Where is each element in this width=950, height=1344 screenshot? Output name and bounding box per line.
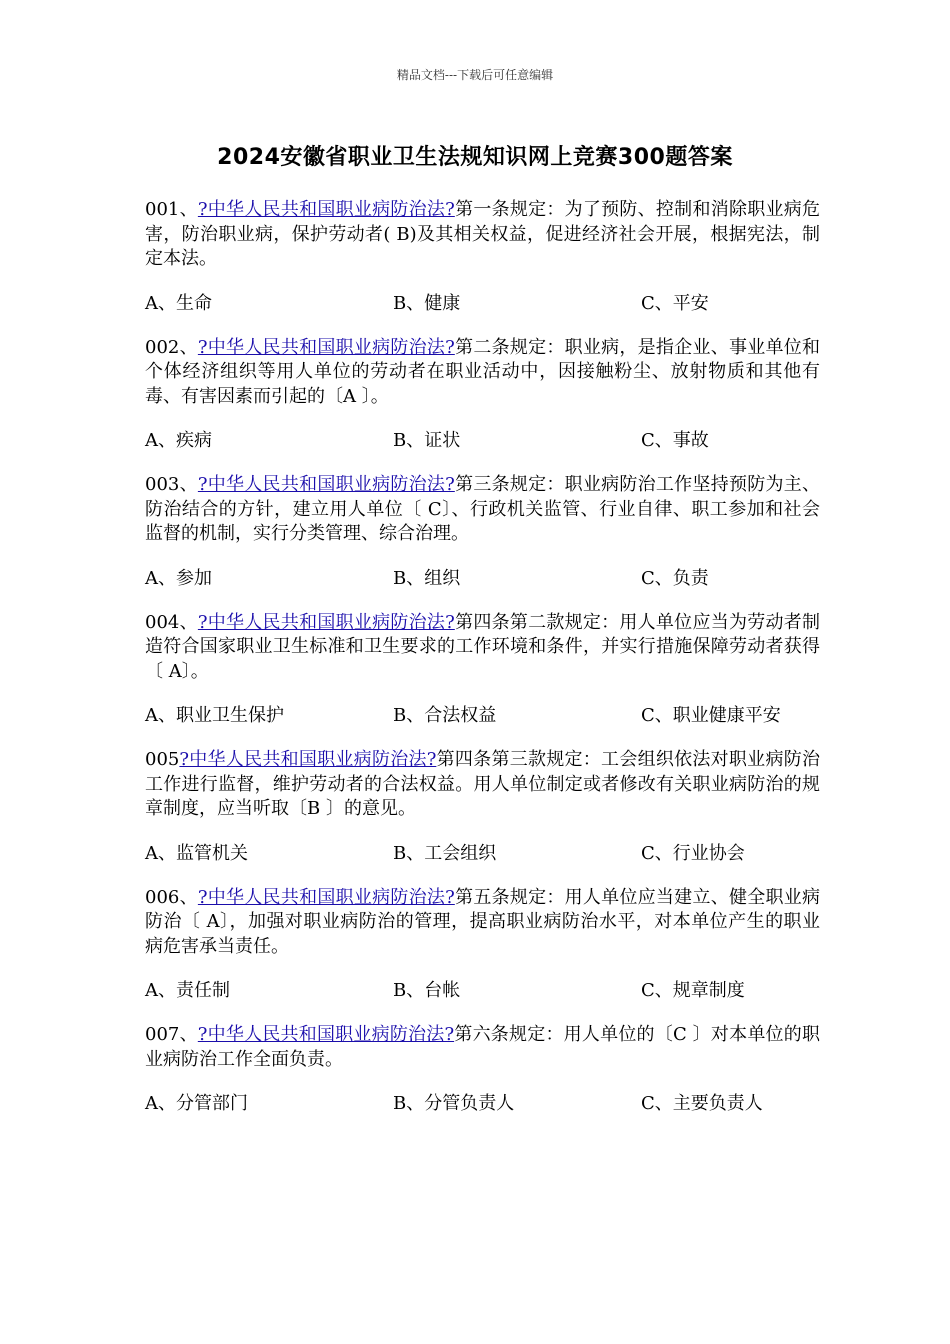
option-c: C、规章制度	[641, 980, 745, 1001]
option-b: B、证状	[393, 430, 461, 451]
question-number: 004、	[145, 611, 198, 633]
law-link[interactable]: ?中华人民共和国职业病防治法?	[197, 611, 455, 633]
question-text	[145, 473, 820, 547]
question-number: 006、	[145, 886, 198, 908]
option-b: B、分管负责人	[393, 1093, 515, 1114]
option-b: B、工会组织	[393, 842, 497, 864]
option-a: A、分管部门	[145, 1093, 248, 1114]
law-link[interactable]: ?中华人民共和国职业病防治法?	[197, 474, 455, 495]
question-number: 002、	[145, 336, 198, 358]
question-number: 007、	[145, 1024, 198, 1045]
law-link[interactable]: ?中华人民共和国职业病防治法?	[197, 886, 455, 908]
question-body: 第三条规定：职业病防治工作坚持预防为主、防治结合的方针，建立用人单位〔 C〕、行政机关监管、行业自律、职工参加和社会监督的机制，实行分类管理、综合治理。	[145, 474, 820, 544]
answer-options	[145, 704, 820, 728]
option-a: A、责任制	[145, 980, 230, 1001]
question-body: 第六条规定：用人单位的〔C 〕对本单位的职业病防治工作全面负责。	[145, 1024, 820, 1070]
question-text	[145, 336, 820, 410]
question-text	[145, 1023, 820, 1072]
answer-options	[145, 429, 820, 453]
answer-options	[145, 292, 820, 316]
option-b: B、组织	[393, 567, 461, 589]
law-link[interactable]: ?中华人民共和国职业病防治法?	[179, 749, 437, 770]
option-a: A、疾病	[145, 430, 212, 451]
law-link[interactable]: ?中华人民共和国职业病防治法?	[197, 199, 455, 220]
option-b: B、合法权益	[393, 705, 497, 726]
option-c: C、平安	[641, 292, 709, 314]
option-a: A、参加	[145, 567, 212, 589]
page-header: 精品文档---下载后可任意编辑	[396, 68, 554, 82]
question-number: 005	[145, 749, 180, 770]
document-title: 2024安徽省职业卫生法规知识网上竞赛300题答案	[217, 145, 733, 170]
question-body: 第四条第三款规定：工会组织依法对职业病防治工作进行监督，维护劳动者的合法权益。用人单位制定或者修改有关职业病防治的规章制度，应当听取〔B 〕的意见。	[145, 749, 820, 819]
option-c: C、事故	[641, 430, 709, 451]
question-body: 第二条规定：职业病，是指企业、事业单位和个体经济组织等用人单位的劳动者在职业活动中，因接触粉尘、放射物质和其他有毒、有害因素而引起的〔A 〕。	[145, 336, 820, 407]
option-b: B、健康	[393, 292, 461, 314]
question-list	[145, 198, 820, 1136]
question-body: 第一条规定：为了预防、控制和消除职业病危害，防治职业病，保护劳动者( B)及其相关权益，促进经济社会开展，根据宪法，制定本法。	[145, 199, 820, 269]
law-link[interactable]: ?中华人民共和国职业病防治法?	[197, 336, 455, 358]
question-text	[145, 198, 820, 272]
question-number: 003、	[145, 474, 198, 495]
answer-options	[145, 567, 820, 591]
option-c: C、负责	[641, 567, 709, 589]
option-c: C、主要负责人	[641, 1093, 763, 1114]
question-body: 第五条规定：用人单位应当建立、健全职业病防治〔 A〕，加强对职业病防治的管理，提高职业病防治水平，对本单位产生的职业病危害承当责任。	[145, 886, 820, 957]
question-number: 001、	[145, 199, 198, 220]
answer-options	[145, 842, 820, 866]
option-a: A、监管机关	[145, 842, 248, 864]
question-body: 第四条第二款规定：用人单位应当为劳动者制造符合国家职业卫生标准和卫生要求的工作环境和条件，并实行措施保障劳动者获得〔 A〕。	[145, 611, 820, 682]
question-text	[145, 886, 820, 960]
option-a: A、职业卫生保护	[145, 705, 284, 726]
question-text	[145, 748, 820, 822]
law-link[interactable]: ?中华人民共和国职业病防治法?	[197, 1024, 455, 1045]
answer-options	[145, 1092, 820, 1116]
option-c: C、行业协会	[641, 842, 745, 864]
option-a: A、生命	[145, 292, 212, 314]
option-b: B、台帐	[393, 980, 461, 1001]
answer-options	[145, 979, 820, 1003]
option-c: C、职业健康平安	[641, 705, 781, 726]
question-text	[145, 611, 820, 685]
